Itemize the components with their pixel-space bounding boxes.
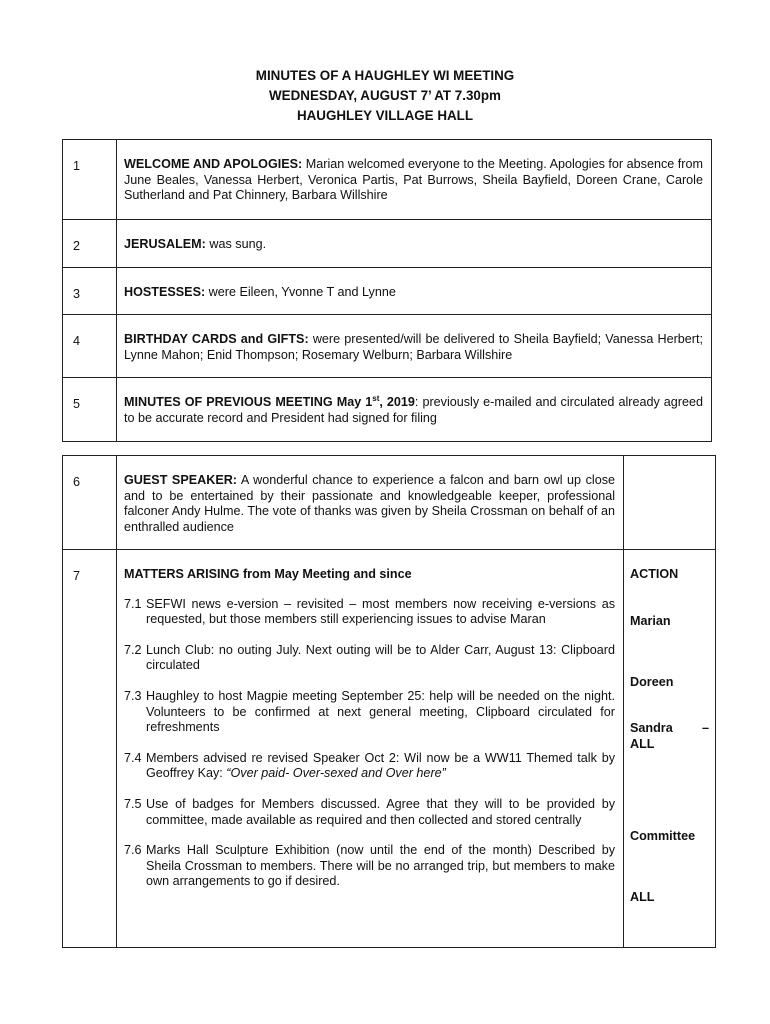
item-heading: GUEST SPEAKER: bbox=[124, 473, 238, 487]
action-owner: ALL bbox=[630, 890, 655, 904]
item-content: Marian welcomed everyone to the Meeting. Apologies for absence from June Beales, Vanessa Herbert, Veronica Partis, Pat Burrows, Sheila Bayfield, Doreen Crane, Carole Sutherland and Pat Chinnery, Barbara Willshire bbox=[124, 157, 703, 203]
document-title bbox=[0, 66, 770, 126]
action-owner-name: Sandra bbox=[630, 721, 673, 735]
item-text bbox=[117, 456, 623, 547]
item-text bbox=[117, 140, 711, 218]
item-heading: JERUSALEM: bbox=[124, 237, 206, 251]
table-row bbox=[63, 315, 712, 378]
item-number: 3 bbox=[73, 286, 81, 301]
item-heading: BIRTHDAY CARDS and GIFTS: bbox=[124, 332, 309, 347]
item-text bbox=[117, 315, 711, 377]
item-heading: WELCOME AND APOLOGIES: bbox=[124, 157, 303, 171]
table-row bbox=[63, 267, 712, 315]
item-body-cell bbox=[117, 456, 624, 550]
table-row bbox=[63, 378, 712, 441]
item-heading-main: MINUTES OF PREVIOUS MEETING May 1 bbox=[124, 395, 373, 410]
item-number-cell bbox=[63, 378, 117, 441]
list-item bbox=[117, 751, 623, 782]
item-number: 5 bbox=[73, 397, 81, 412]
sub-item-text: Lunch Club: no outing July. Next outing will be to Alder Carr, August 13: Clipboard circulated bbox=[146, 642, 615, 673]
item-number-cell bbox=[63, 140, 117, 220]
sub-item-text: SEFWI news e-version – revisited – most members now receiving e-versions as requested, but those members still experiencing issues to advise Maran bbox=[146, 596, 615, 627]
item-number-cell bbox=[63, 267, 117, 315]
item-number: 2 bbox=[73, 239, 81, 253]
action-owner-name: ALL bbox=[630, 736, 655, 751]
action-owner: Doreen bbox=[630, 675, 674, 689]
action-owner: Marian bbox=[630, 614, 671, 628]
sub-item-number: 7.1 bbox=[124, 596, 142, 611]
item-number-cell bbox=[63, 315, 117, 378]
sub-item-text: Marks Hall Sculpture Exhibition (now until the end of the month) Described by Sheila Crossman to members. There will be no arranged trip, but members to make own arrangements to go if desired. bbox=[146, 843, 615, 889]
item-body-cell bbox=[117, 267, 712, 315]
item-body-cell bbox=[117, 378, 712, 441]
table-row bbox=[63, 140, 712, 220]
sub-item-text-plain: Members advised re revised Speaker Oct 2: Wil now be a WW11 Themed talk by Geoffrey Kay: bbox=[146, 750, 615, 781]
item-number: 4 bbox=[73, 334, 81, 349]
item-number: 7 bbox=[73, 569, 81, 583]
sub-item-number: 7.2 bbox=[124, 642, 142, 657]
action-heading: ACTION bbox=[630, 567, 679, 581]
list-item bbox=[117, 689, 623, 736]
talk-title: “Over paid- Over-sexed and Over here” bbox=[226, 766, 446, 781]
action-cell bbox=[624, 456, 716, 550]
item-content: were presented/will be delivered to Sheila Bayfield; Vanessa Herbert; Lynne Mahon; Enid Thompson; Rosemary Welburn; Barbara Willshire bbox=[124, 332, 703, 362]
title-line-2: WEDNESDAY, AUGUST 7’ AT 7.30pm bbox=[269, 88, 501, 103]
action-owner: Committee bbox=[630, 829, 696, 843]
item-heading bbox=[124, 395, 415, 409]
list-item bbox=[117, 643, 623, 674]
item-number-cell bbox=[63, 220, 117, 268]
item-text bbox=[117, 378, 711, 440]
table-row bbox=[63, 550, 716, 948]
action-owner-dash: – bbox=[701, 721, 709, 735]
item-heading: HOSTESSES: bbox=[124, 284, 206, 299]
title-line-3: HAUGHLEY VILLAGE HALL bbox=[296, 108, 474, 123]
item-text bbox=[117, 220, 711, 267]
item-content: was sung. bbox=[205, 237, 267, 251]
item-content: : previously e-mailed and circulated already agreed to be accurate record and President had signed for filing bbox=[124, 395, 703, 425]
sub-item-text: Use of badges for Members discussed. Agree that they will to be provided by committee, made available as required and then collected and stored centrally bbox=[146, 796, 615, 827]
item-text bbox=[117, 268, 711, 315]
item-content: were Eileen, Yvonne T and Lynne bbox=[205, 284, 396, 299]
list-item bbox=[117, 843, 623, 890]
item-number: 1 bbox=[73, 159, 81, 173]
item-body-cell bbox=[117, 140, 712, 220]
table-row bbox=[63, 456, 716, 550]
matters-arising-cell bbox=[117, 550, 624, 948]
action-owner-line bbox=[630, 721, 709, 737]
sub-item-number: 7.4 bbox=[124, 750, 142, 765]
action-owner bbox=[630, 721, 709, 752]
action-column bbox=[624, 550, 715, 945]
ordinal-suffix: st bbox=[372, 394, 380, 404]
item-number-cell bbox=[63, 550, 117, 948]
action-column-cell bbox=[624, 550, 716, 948]
sub-item-number: 7.5 bbox=[124, 796, 142, 811]
item-body-cell bbox=[117, 315, 712, 378]
item-number: 6 bbox=[73, 475, 81, 489]
sub-item-text: Haughley to host Magpie meeting September 25: help will be needed on the night. Volunteers to be confirmed at next general meeting, Clipboard circulated for refreshments bbox=[146, 688, 615, 735]
minutes-table-1 bbox=[62, 139, 712, 442]
sub-item-number: 7.6 bbox=[124, 843, 142, 858]
table-row bbox=[63, 220, 712, 268]
item-body-cell bbox=[117, 220, 712, 268]
matters-heading: MATTERS ARISING from May Meeting and since bbox=[124, 567, 412, 581]
list-item bbox=[117, 597, 623, 628]
title-line-1: MINUTES OF A HAUGHLEY WI MEETING bbox=[255, 68, 515, 83]
minutes-table-2 bbox=[62, 455, 716, 948]
sub-item-text bbox=[146, 751, 615, 782]
item-heading-year: , 2019 bbox=[379, 395, 415, 410]
item-content: A wonderful chance to experience a falcon and barn owl up close and to be entertained by their passionate and knowledgeable keeper, professional falconer Andy Hulme. The vote of thanks was given by Sheila Crossman on behalf of an enthralled audience bbox=[124, 473, 615, 534]
list-item bbox=[117, 797, 623, 828]
item-number-cell bbox=[63, 456, 117, 550]
sub-item-number: 7.3 bbox=[124, 688, 142, 703]
